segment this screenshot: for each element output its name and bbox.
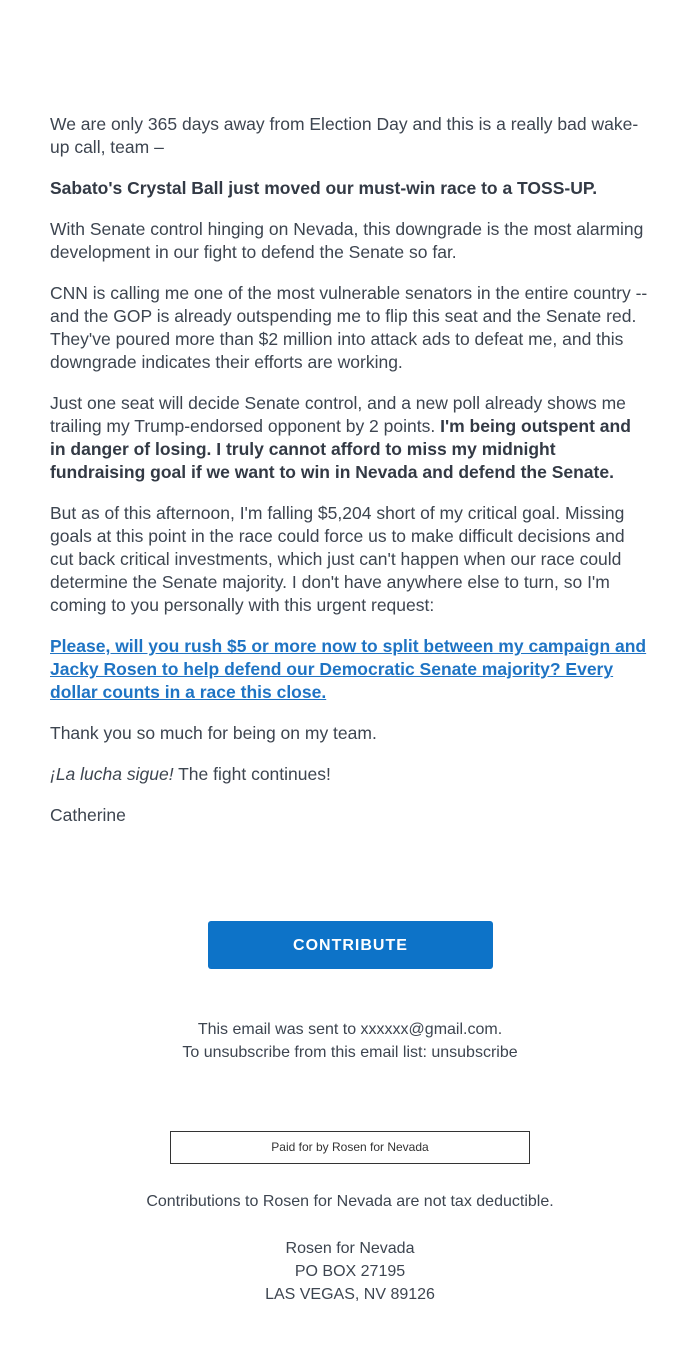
paragraph-cnn: CNN is calling me one of the most vulnerable senators in the entire country -- and the GOP is already outspending me to flip this seat and the Senate red. They've poured more than $2 million into attack ads to defeat me, and this downgrade indicates their efforts are working. [50,283,648,372]
closing-spanish: ¡La lucha sigue! [50,764,174,784]
sent-to-text: This email was sent to xxxxxx@gmail.com. [197,1021,503,1038]
contribute-button-wrap [208,921,493,969]
paragraph-intro: We are only 365 days away from Election Day and this is a really bad wake-up call, team – [50,114,639,157]
paragraph-goal: But as of this afternoon, I'm falling $5,204 short of my critical goal. Missing goals at this point in the race could force us to make difficult decisions and cut back critical investments, which just can't happen when our race could determine the Senate majority. I don't have anywhere else to turn, so I'm coming to you personally with this urgent request: [50,503,625,615]
sent-info [0,1018,700,1064]
paragraph-cta [50,635,650,704]
unsubscribe-line [0,1041,700,1064]
address-line-2: PO BOX 27195 [294,1263,406,1280]
closing-english: The fight continues! [173,764,331,784]
paragraph-poll [50,392,650,484]
email-content [50,113,650,845]
address-line-1: Rosen for Nevada [285,1240,415,1257]
address-line-3: LAS VEGAS, NV 89126 [265,1286,435,1303]
poll-bold-text: I'm being outspent and in danger of losing. I truly cannot afford to miss my midnight fundraising goal if we want to win in Nevada and defend the Senate. [50,416,631,482]
poll-text: Just one seat will decide Senate control, and a new poll already shows me trailing my Trump-endorsed opponent by 2 points. [50,393,626,436]
paragraph-closing [50,763,650,786]
paid-for-disclaimer: Paid for by Rosen for Nevada [170,1131,530,1164]
donate-link[interactable]: Please, will you rush $5 or more now to split between my campaign and Jacky Rosen to help defend our Democratic Senate majority? Every dollar counts in a race this close. [50,636,647,702]
tax-note: Contributions to Rosen for Nevada are not tax deductible. [146,1193,554,1210]
unsubscribe-link[interactable]: unsubscribe [431,1044,518,1061]
signature: Catherine [50,805,126,825]
unsubscribe-prefix: To unsubscribe from this email list: [182,1044,432,1061]
contribute-button[interactable]: CONTRIBUTE [208,921,493,969]
paragraph-thanks: Thank you so much for being on my team. [50,723,377,743]
mailing-address [0,1237,700,1306]
paragraph-senate-control: With Senate control hinging on Nevada, this downgrade is the most alarming development in our fight to defend the Senate so far. [50,219,644,262]
paragraph-headline: Sabato's Crystal Ball just moved our must-win race to a TOSS-UP. [50,178,598,198]
